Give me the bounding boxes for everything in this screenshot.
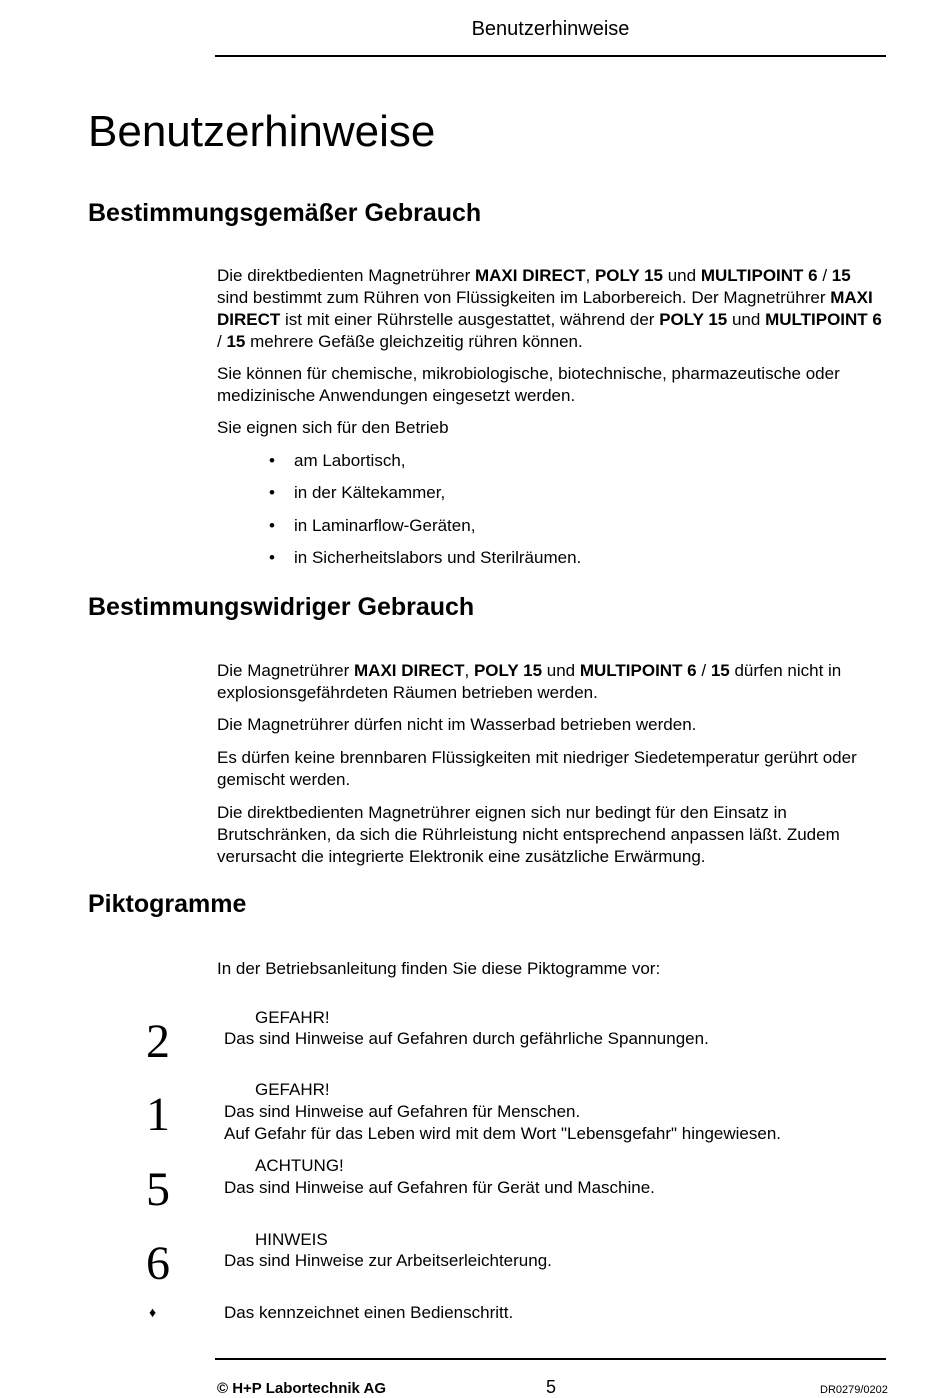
step-description: Das kennzeichnet einen Bedienschritt.	[224, 1303, 514, 1322]
document-code: DR0279/0202	[820, 1384, 888, 1396]
hint-icon: 6	[146, 1237, 170, 1290]
improper-use-paragraph-1: Die Magnetrührer MAXI DIRECT, POLY 15 und MULTIPOINT 6 / 15 dürfen nicht in explosionsgefährdeten Räumen betrieben werden.	[217, 661, 842, 702]
page-title: Benutzerhinweise	[88, 107, 436, 156]
pictogram-title: HINWEIS	[255, 1230, 328, 1249]
page-number: 5	[546, 1377, 557, 1397]
section-heading-improper-use: Bestimmungswidriger Gebrauch	[88, 593, 475, 621]
pictogram-title: GEFAHR!	[255, 1008, 330, 1027]
pictograms-intro: In der Betriebsanleitung finden Sie diese Piktogramme vor:	[217, 959, 661, 978]
pictogram-description: Das sind Hinweise auf Gefahren durch gefährliche Spannungen.	[224, 1029, 709, 1048]
footer-rule	[215, 1358, 886, 1360]
header-rule	[215, 55, 886, 57]
intended-use-paragraph-3: Sie eignen sich für den Betrieb	[217, 418, 449, 437]
pictogram-description: Das sind Hinweise zur Arbeitserleichterung.	[224, 1251, 552, 1270]
person-danger-icon: 1	[146, 1088, 170, 1141]
pictogram-title: GEFAHR!	[255, 1080, 330, 1099]
improper-use-paragraph-2: Die Magnetrührer dürfen nicht im Wasserbad betrieben werden.	[217, 715, 697, 734]
bullet-icon: •	[269, 548, 275, 567]
operation-environments-list: • am Labortisch, • in der Kältekammer, • in Laminarflow-Geräten, • in Sicherheitslabors und Sterilräumen.	[269, 451, 582, 567]
voltage-danger-icon: 2	[146, 1015, 170, 1068]
improper-use-paragraph-3: Es dürfen keine brennbaren Flüssigkeiten mit niedriger Siedetemperatur gerührt oder gemischt werden.	[217, 748, 857, 789]
caution-icon: 5	[146, 1163, 170, 1216]
intended-use-paragraph-2: Sie können für chemische, mikrobiologische, biotechnische, pharmazeutische oder medizinische Anwendungen eingesetzt werden.	[217, 364, 840, 405]
pictogram-title: ACHTUNG!	[255, 1156, 344, 1175]
running-header: Benutzerhinweise	[471, 18, 630, 40]
pictogram-description: Das sind Hinweise auf Gefahren für Menschen.	[224, 1102, 581, 1121]
bullet-icon: •	[269, 483, 275, 502]
improper-use-paragraph-4: Die direktbedienten Magnetrührer eignen sich nur bedingt für den Einsatz in Brutschränken, da sich die Rührleistung nicht entsprechend anpassen läßt. Zudem verursacht die integrierte Elektronik eine zusätzliche Erwärmung.	[217, 803, 840, 866]
pictogram-description: Das sind Hinweise auf Gefahren für Gerät und Maschine.	[224, 1178, 655, 1197]
section-heading-intended-use: Bestimmungsgemäßer Gebrauch	[88, 199, 482, 227]
step-diamond-icon: ♦	[149, 1304, 157, 1320]
intended-use-body	[217, 265, 882, 353]
bullet-icon: •	[269, 516, 275, 535]
footer-copyright: © H+P Labortechnik AG	[217, 1380, 387, 1397]
section-heading-pictograms: Piktogramme	[88, 890, 247, 918]
intended-use-paragraph-1: Die direktbedienten Magnetrührer MAXI DIRECT, POLY 15 und MULTIPOINT 6 / 15 sind bestimmt zum Rühren von Flüssigkeiten im Laborbereich. Der Magnetrührer MAXI DIRECT ist mit einer Rührstelle ausgestattet, während der POLY 15 und MULTIPOINT 6 / 15 mehrere Gefäße gleichzeitig rühren können.	[217, 266, 882, 351]
bullet-icon: •	[269, 451, 275, 470]
pictogram-description: Auf Gefahr für das Leben wird mit dem Wort "Lebensgefahr" hingewiesen.	[224, 1124, 781, 1143]
